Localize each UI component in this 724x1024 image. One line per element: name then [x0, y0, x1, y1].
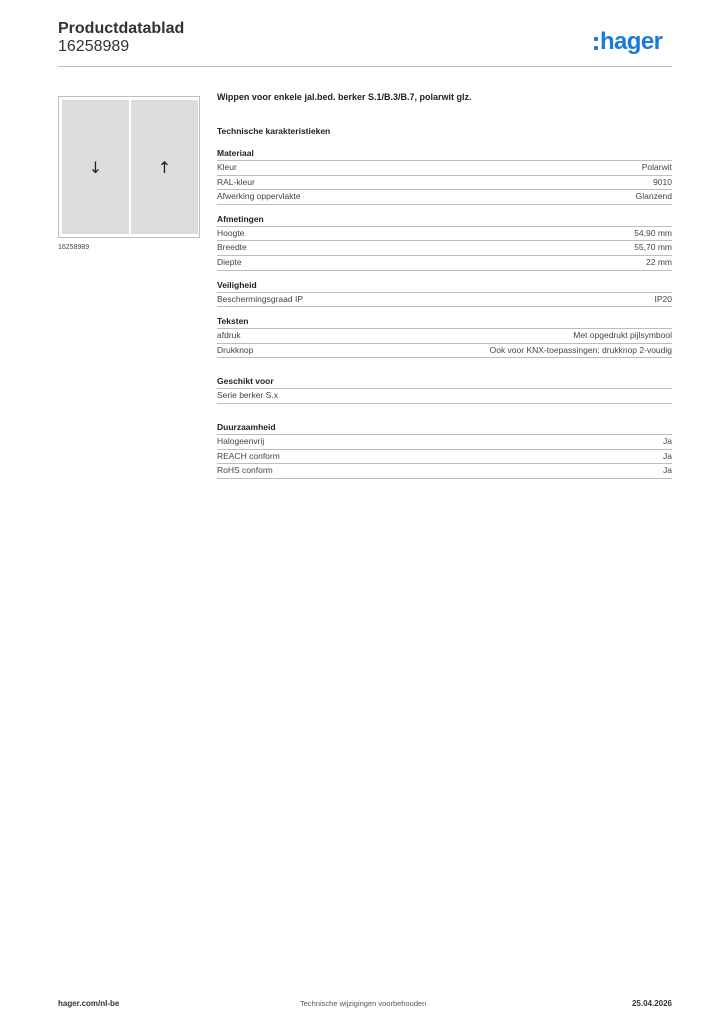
- logo-colon-icon: [594, 37, 598, 50]
- section-geschikt-voor: [217, 376, 672, 404]
- spec-value: 22 mm: [646, 256, 672, 267]
- spec-row: [217, 190, 672, 205]
- spec-label: Halogeenvrij: [217, 435, 265, 446]
- spec-row: [217, 227, 672, 242]
- section-duurzaamheid: [217, 422, 672, 479]
- spec-label: afdruk: [217, 330, 241, 341]
- section-title: Materiaal: [217, 148, 672, 161]
- spec-value: Ja: [663, 465, 672, 476]
- section-title: Afmetingen: [217, 214, 672, 227]
- section-veiligheid: [217, 280, 672, 308]
- product-image: [58, 96, 200, 238]
- product-number: 16258989: [58, 38, 130, 55]
- spec-row: [217, 293, 672, 308]
- product-image-caption: 16258989: [58, 244, 90, 251]
- spec-row: [217, 464, 672, 479]
- technical-heading: Technische karakteristieken: [217, 126, 331, 136]
- spec-value: 55,70 mm: [634, 242, 672, 253]
- spec-value: 54,90 mm: [634, 227, 672, 238]
- arrow-up-icon: ↑: [157, 158, 172, 177]
- spec-label: Diepte: [217, 256, 242, 267]
- spec-label: RoHS conform: [217, 465, 273, 476]
- section-materiaal: [217, 148, 672, 205]
- page-title: Productdatablad: [58, 20, 185, 37]
- spec-sheet: [217, 90, 672, 488]
- spec-row: [217, 450, 672, 465]
- spec-row: [217, 256, 672, 271]
- spec-value: Glanzend: [635, 191, 672, 202]
- spec-value: Met opgedrukt pijlsymbool: [573, 330, 672, 341]
- section-title: Veiligheid: [217, 280, 672, 293]
- footer-disclaimer: Technische wijzigingen voorbehouden: [300, 999, 427, 1008]
- spec-label: Serie berker S.x: [217, 390, 278, 401]
- spec-row: [217, 161, 672, 176]
- spec-label: Drukknop: [217, 344, 254, 355]
- hager-logo: [594, 28, 662, 56]
- section-teksten: [217, 316, 672, 358]
- footer-website-link[interactable]: hager.com/nl-be: [58, 999, 120, 1008]
- spec-value: IP20: [654, 293, 672, 304]
- spec-label: Kleur: [217, 162, 237, 172]
- spec-value: Ook voor KNX-toepassingen: drukknop 2-voudig: [489, 344, 672, 355]
- product-description: Wippen voor enkele jal.bed. berker S.1/B.3/B.7, polarwit glz.: [217, 92, 472, 102]
- rocker-left: [62, 100, 129, 234]
- spec-row: [217, 435, 672, 450]
- spec-label: Breedte: [217, 242, 247, 253]
- section-title: Teksten: [217, 316, 672, 329]
- rocker-right: [131, 100, 198, 234]
- arrow-down-icon: ↓: [88, 158, 103, 177]
- spec-label: Beschermingsgraad IP: [217, 293, 303, 304]
- spec-row: [217, 176, 672, 191]
- section-afmetingen: [217, 214, 672, 271]
- spec-row: [217, 389, 672, 404]
- footer-date: 25.04.2026: [631, 999, 672, 1008]
- spec-label: REACH conform: [217, 450, 280, 461]
- spec-value: Polarwit: [641, 162, 672, 172]
- spec-label: RAL-kleur: [217, 176, 255, 187]
- spec-value: 9010: [653, 176, 672, 187]
- spec-value: Ja: [663, 450, 672, 461]
- header-divider: [58, 66, 672, 67]
- spec-label: Afwerking oppervlakte: [217, 191, 301, 202]
- spec-label: Hoogte: [217, 227, 245, 238]
- spec-row: [217, 241, 672, 256]
- spec-value: Ja: [663, 435, 672, 446]
- logo-text: hager: [600, 28, 663, 55]
- section-title: Duurzaamheid: [217, 422, 672, 435]
- section-title: Geschikt voor: [217, 376, 672, 389]
- spec-row: [217, 344, 672, 359]
- spec-row: [217, 329, 672, 344]
